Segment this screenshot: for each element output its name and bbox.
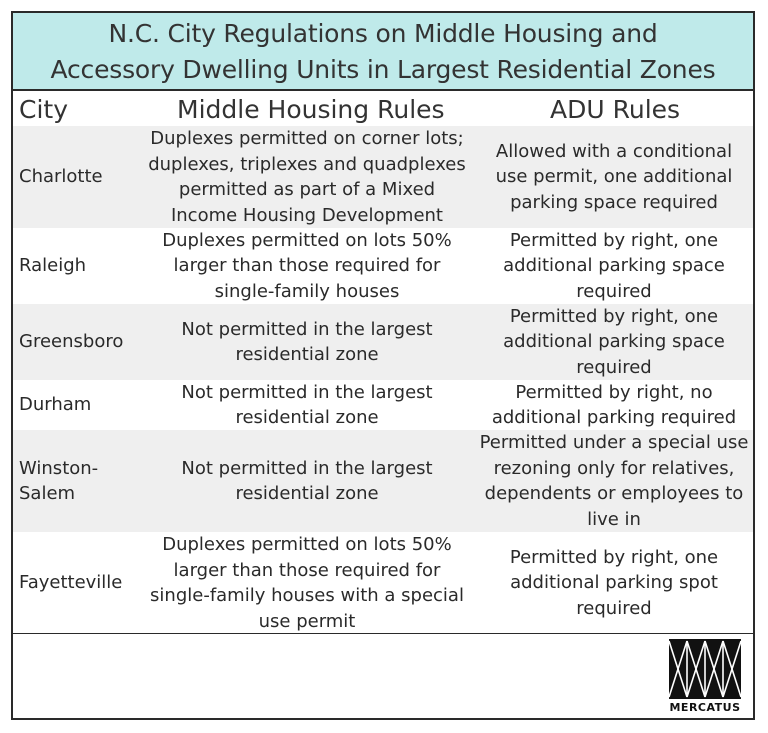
cell-text-line: Salem bbox=[19, 483, 76, 504]
city-cell bbox=[19, 380, 139, 430]
city-cell bbox=[19, 126, 139, 228]
middle-housing-cell bbox=[147, 532, 467, 634]
cell-text-line: required bbox=[576, 597, 652, 619]
cell-text-line: single-family houses with a special bbox=[150, 585, 464, 606]
table-bottom-divider bbox=[13, 633, 753, 634]
cell-text-line: additional parking spot bbox=[510, 572, 718, 594]
cell-text-line: Permitted under a special use bbox=[479, 432, 749, 453]
city-cell bbox=[19, 228, 139, 304]
cell-text-line: Winston- bbox=[19, 457, 99, 479]
cell-text-line: duplexes, triplexes and quadplexes bbox=[148, 153, 466, 175]
cell-text-line: residential zone bbox=[235, 483, 379, 504]
cell-text-line: Fayetteville bbox=[19, 572, 123, 594]
city-cell bbox=[19, 304, 139, 380]
middle-housing-cell bbox=[147, 430, 467, 532]
cell-text-line: Duplexes permitted on lots 50% bbox=[162, 534, 452, 555]
adu-cell bbox=[475, 304, 753, 380]
cell-text-line: Durham bbox=[19, 394, 92, 416]
cell-text-line: residential zone bbox=[235, 344, 379, 365]
title-line-2: Accessory Dwelling Units in Largest Residential Zones bbox=[50, 55, 716, 84]
regulations-table bbox=[11, 11, 755, 720]
table-row bbox=[13, 430, 753, 532]
cell-text-line: permitted as part of a Mixed bbox=[178, 179, 436, 200]
cell-text-line: Permitted by right, one bbox=[509, 229, 719, 251]
cell-text-line: Raleigh bbox=[19, 255, 87, 277]
cell-text-line: dependents or employees to bbox=[484, 483, 744, 504]
cell-text-line: parking space required bbox=[510, 191, 718, 213]
middle-housing-cell bbox=[147, 304, 467, 380]
cell-text-line: additional parking space bbox=[503, 331, 725, 353]
cell-text-line: use permit, one additional bbox=[495, 166, 733, 188]
mercatus-logo-text: MERCATUS bbox=[669, 701, 741, 714]
header-adu: ADU Rules bbox=[550, 95, 681, 124]
table-row bbox=[13, 228, 753, 304]
cell-text-line: larger than those required for bbox=[173, 255, 441, 277]
cell-text-line: Permitted by right, no bbox=[515, 381, 713, 403]
cell-text-line: residential zone bbox=[235, 407, 379, 428]
cell-text-line: Duplexes permitted on lots 50% bbox=[162, 229, 452, 251]
cell-text-line: Greensboro bbox=[19, 331, 124, 353]
cell-text-line: rezoning only for relatives, bbox=[493, 457, 735, 479]
middle-housing-cell bbox=[147, 126, 467, 228]
table-row bbox=[13, 126, 753, 228]
cell-text-line: Charlotte bbox=[19, 166, 103, 188]
middle-housing-cell bbox=[147, 228, 467, 304]
cell-text-line: Not permitted in the largest bbox=[181, 457, 433, 479]
middle-housing-cell bbox=[147, 380, 467, 430]
adu-cell bbox=[475, 126, 753, 228]
cell-text-line: Income Housing Development bbox=[170, 204, 443, 226]
header-city: City bbox=[19, 95, 68, 124]
table-title bbox=[13, 13, 753, 91]
cell-text-line: required bbox=[576, 356, 652, 378]
adu-cell bbox=[475, 380, 753, 430]
cell-text-line: Duplexes permitted on corner lots; bbox=[150, 128, 464, 149]
adu-cell bbox=[475, 228, 753, 304]
cell-text-line: Permitted by right, one bbox=[509, 546, 719, 568]
table-row bbox=[13, 304, 753, 380]
table-row bbox=[13, 380, 753, 430]
cell-text-line: required bbox=[576, 280, 652, 302]
title-line-1: N.C. City Regulations on Middle Housing and bbox=[108, 19, 658, 48]
adu-cell bbox=[475, 430, 753, 532]
cell-text-line: Allowed with a conditional bbox=[495, 140, 733, 162]
cell-text-line: Not permitted in the largest bbox=[181, 318, 433, 340]
cell-text-line: additional parking space bbox=[503, 255, 725, 277]
table-header bbox=[13, 93, 753, 126]
mercatus-logo bbox=[669, 639, 741, 715]
cell-text-line: Permitted by right, one bbox=[509, 305, 719, 327]
header-middle-housing: Middle Housing Rules bbox=[177, 95, 445, 124]
cell-text-line: Not permitted in the largest bbox=[181, 381, 433, 403]
cell-text-line: use permit bbox=[258, 610, 356, 632]
adu-cell bbox=[475, 532, 753, 634]
city-cell bbox=[19, 430, 139, 532]
cell-text-line: live in bbox=[587, 508, 641, 530]
cell-text-line: single-family houses bbox=[214, 280, 400, 302]
city-cell bbox=[19, 532, 139, 634]
cell-text-line: larger than those required for bbox=[173, 559, 441, 581]
mercatus-logo-icon bbox=[669, 639, 741, 699]
cell-text-line: additional parking required bbox=[491, 407, 737, 428]
table-row bbox=[13, 532, 753, 634]
